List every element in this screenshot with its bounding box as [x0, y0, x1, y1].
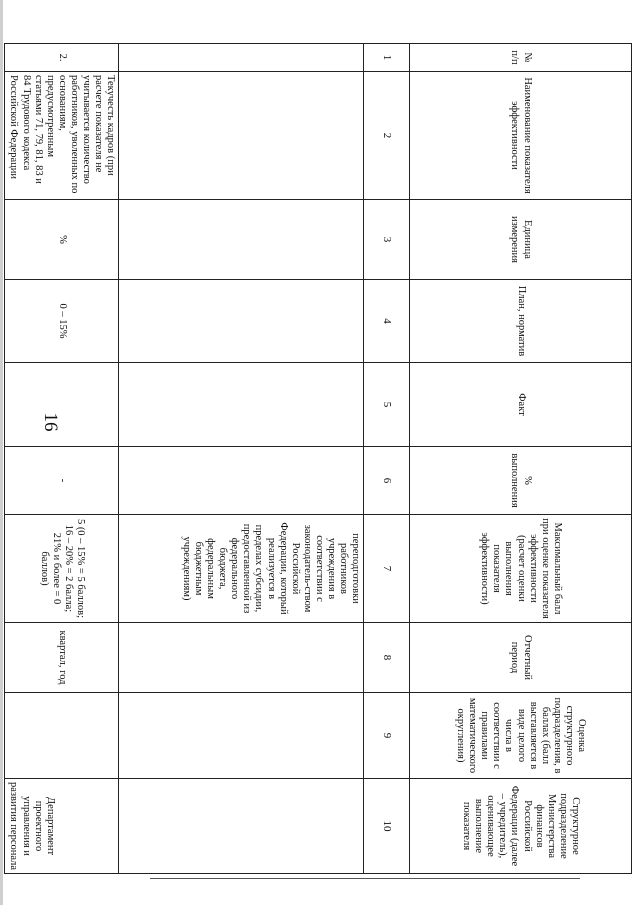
- header-num: № п/п: [410, 44, 632, 72]
- row-number: 2.: [5, 44, 119, 72]
- header-score: Оценка структурного подразделения, в баллах (балл выставляется в виде целого числа в соответствии с правилами математического округления): [410, 693, 632, 779]
- column-number: 8: [364, 623, 410, 693]
- cell-empty: [119, 623, 364, 693]
- column-number: 5: [364, 363, 410, 447]
- unit-value: %: [5, 200, 119, 280]
- cell-empty: [119, 363, 364, 447]
- header-department: Структурное подразделение Министерства финансов Российской Федерации (далее – учредитель), оценивающее выполнение показателя: [410, 779, 632, 874]
- header-percent: % выполнения: [410, 447, 632, 515]
- indicator-table-frame: [8, 43, 632, 873]
- cell-empty: [119, 447, 364, 515]
- column-number: 10: [364, 779, 410, 874]
- table-row: [5, 44, 119, 874]
- period-value: квартал, год: [5, 623, 119, 693]
- cell-empty: [119, 280, 364, 363]
- percent-value: -: [5, 447, 119, 515]
- header-fact: Факт: [410, 363, 632, 447]
- column-number: 4: [364, 280, 410, 363]
- cell-empty: [119, 693, 364, 779]
- max-score-value: 5 (0 – 15% = 5 баллов; 16 – 20% = 2 балла; 21% и более = 0 баллов): [5, 515, 119, 623]
- plan-value: 0 – 15%: [5, 280, 119, 363]
- department-value: Департамент проектного управления и развития персонала: [5, 779, 119, 874]
- header-unit: Единица измерения: [410, 200, 632, 280]
- column-number: 2: [364, 72, 410, 200]
- scan-edge: [0, 0, 3, 905]
- cell-empty: [119, 779, 364, 874]
- max-score-continuation: переподготовки работников учреждения в соответствии с законодатель-ством Российской Федерации, который реализуется в пределах субсидии, предоставленной из федерального бюджета, федеральным бюджетным учреждениям): [119, 515, 364, 623]
- table-row-continuation: [119, 44, 364, 874]
- cell-empty: [119, 200, 364, 280]
- column-number-row: [364, 44, 410, 874]
- fact-value: [5, 363, 119, 447]
- column-number: 7: [364, 515, 410, 623]
- table-header-row: [410, 44, 632, 874]
- score-value: [5, 693, 119, 779]
- scan-bottom-line: [150, 878, 580, 879]
- efficiency-indicators-table: [4, 43, 632, 874]
- header-max-score: Максимальный балл при оценке показателя эффективности (расчет оценки выполнения показателя эффективности): [410, 515, 632, 623]
- indicator-name: Текучесть кадров (при расчете показателя не учитывается количество работников, уволенных по основаниям, предусмотренным статьями 71, 79, 81, 83 и 84 Трудового кодекса Российской Федерации: [5, 72, 119, 200]
- header-period: Отчетный период: [410, 623, 632, 693]
- cell-empty: [119, 72, 364, 200]
- header-name: Наименование показателя эффективности: [410, 72, 632, 200]
- header-plan: План, норматив: [410, 280, 632, 363]
- cell-empty: [119, 44, 364, 72]
- column-number: 9: [364, 693, 410, 779]
- column-number: 6: [364, 447, 410, 515]
- column-number: 3: [364, 200, 410, 280]
- column-number: 1: [364, 44, 410, 72]
- page-number: 16: [40, 412, 61, 432]
